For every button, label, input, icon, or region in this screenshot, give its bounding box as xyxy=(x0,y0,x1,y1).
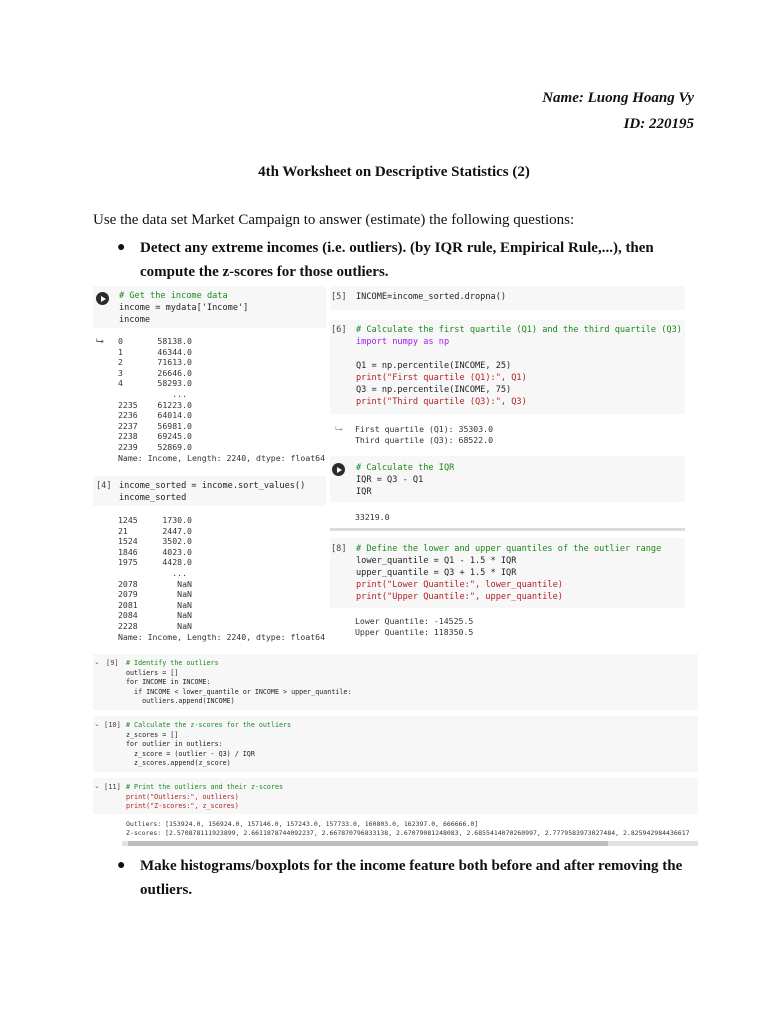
bullet-line: Detect any extreme incomes (i.e. outliers). (by IQR rule, Empirical Rule,...), then xyxy=(140,240,654,256)
cell-divider xyxy=(330,528,685,531)
cell-prompt: [11] xyxy=(104,783,121,791)
run-cell-icon[interactable] xyxy=(96,292,109,305)
bullet-line: outliers. xyxy=(140,882,193,898)
student-name: Name: Luong Hoang Vy xyxy=(542,90,694,106)
output-block: Outliers: [153924.0, 156924.0, 157146.0, 157243.0, 157733.0, 160803.0, 162397.0, 666666.0] Z-scores: [2.570878111923899, 2.6611878744092237, 2.667870796833138, 2.67079081248083, 2.6855414070260997, 2.7779583973027484, 2.825942984436617 xyxy=(126,820,690,837)
cell-prompt: [8] xyxy=(331,544,347,554)
cell-prompt: [4] xyxy=(96,481,112,491)
bullet-line: compute the z-scores for those outliers. xyxy=(140,264,389,280)
cell-prompt: [5] xyxy=(331,292,347,302)
output-block: 33219.0 xyxy=(355,512,390,522)
code-block: # Calculate the IQR IQR = Q3 - Q1 IQR xyxy=(356,463,455,497)
bullet-item-2 xyxy=(117,854,717,902)
bullet-line: Make histograms/boxplots for the income feature both before and after removing the xyxy=(140,858,683,874)
collapse-icon[interactable]: ⌄ xyxy=(94,720,100,728)
scrollbar-thumb[interactable] xyxy=(128,841,608,846)
bullet-dot-icon: ● xyxy=(117,240,126,255)
code-block: # Calculate the first quartile (Q1) and the third quartile (Q3) import numpy as np Q1 = np.percentile(INCOME, 25) print("First quartile (Q1):", Q1) Q3 = np.percentile(INCOME, 75) print("Third quartile (Q3):", Q3) xyxy=(356,325,682,407)
output-block: Lower Quantile: -14525.5 Upper Quantile: 118350.5 xyxy=(355,616,474,637)
run-cell-icon[interactable] xyxy=(332,463,345,476)
horizontal-scrollbar[interactable] xyxy=(122,841,698,846)
output-icon: ⮡ xyxy=(335,424,343,435)
cell-prompt: [9] xyxy=(106,659,119,667)
code-block: # Define the lower and upper quantiles of the outlier range lower_quantile = Q1 - 1.5 * IQR upper_quantile = Q3 + 1.5 * IQR print("Lower Quantile:", lower_quantile) print("Upper Quantile:", upper_quantile) xyxy=(356,544,662,602)
cell-prompt: [10] xyxy=(104,721,121,729)
collapse-icon[interactable]: ⌄ xyxy=(94,658,100,666)
intro-text: Use the data set Market Campaign to answer (estimate) the following questions: xyxy=(93,212,575,228)
code-block: # Print the outliers and their z-scores print("Outliers:", outliers) print("Z-scores:", z_scores) xyxy=(126,783,284,811)
output-icon: ⮡ xyxy=(96,336,104,347)
output-block: First quartile (Q1): 35303.0 Third quartile (Q3): 68522.0 xyxy=(355,424,494,445)
output-block: 0 58138.0 1 46344.0 2 71613.0 3 26646.0 4 58293.0 ... 2235 61223.0 2236 64014.0 2237 56981.0 2238 69245.0 2239 52869.0 Name: Income, Length: 2240, dtype: float64 xyxy=(118,336,326,463)
code-block: # Identify the outliers outliers = [] for INCOME in INCOME: if INCOME < lower_quantile or INCOME > upper_quantile: outliers.append(INCOME) xyxy=(126,659,352,706)
code-block: income_sorted = income.sort_values() income_sorted xyxy=(119,481,306,503)
student-id: ID: 220195 xyxy=(623,116,694,132)
code-block: # Get the income data income = mydata['Income'] income xyxy=(119,291,249,325)
code-block: INCOME=income_sorted.dropna() xyxy=(356,292,507,302)
collapse-icon[interactable]: ⌄ xyxy=(94,782,100,790)
bullet-item-1 xyxy=(117,236,717,284)
bullet-dot-icon: ● xyxy=(117,858,126,873)
cell-prompt: [6] xyxy=(331,325,347,335)
code-block: # Calculate the z-scores for the outliers z_scores = [] for outlier in outliers: z_score = (outlier - Q3) / IQR z_scores.append(z_score) xyxy=(126,721,292,768)
output-block: 1245 1730.0 21 2447.0 1524 3502.0 1846 4023.0 1975 4428.0 ... 2078 NaN 2079 NaN 2081 NaN 2084 NaN 2228 NaN Name: Income, Length: 2240, dtype: float64 xyxy=(118,515,326,642)
worksheet-title: 4th Worksheet on Descriptive Statistics (2) xyxy=(258,164,530,180)
